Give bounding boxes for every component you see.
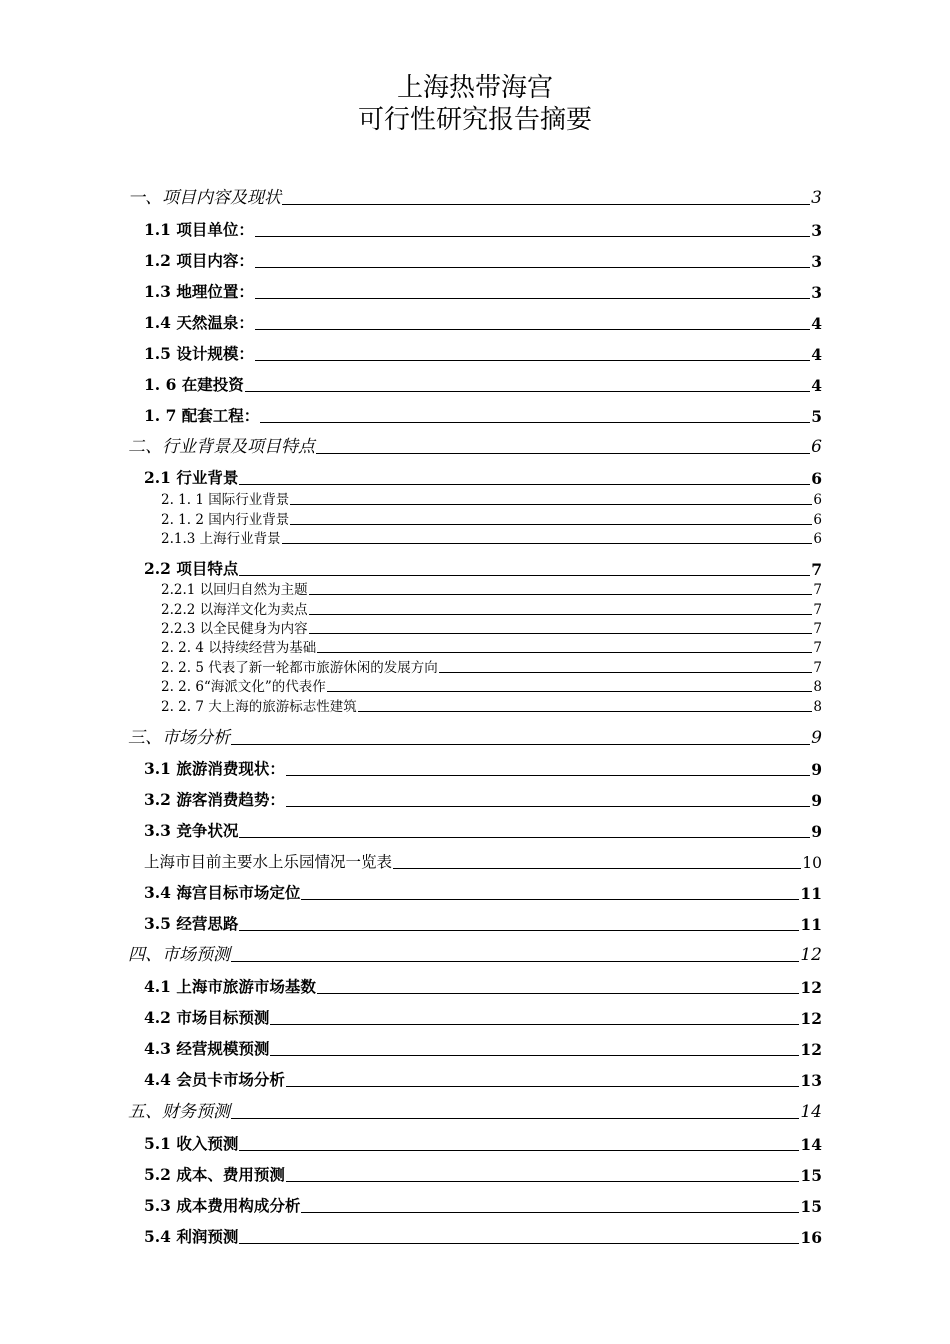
toc-entry[interactable] <box>161 677 822 695</box>
toc-page-number: 9 <box>811 760 822 779</box>
toc-leader-line <box>231 744 810 745</box>
toc-entry-label: 4.3 经营规模预测 <box>144 1039 270 1058</box>
toc-leader-line <box>231 1118 799 1119</box>
toc-entry-label: 1.1 项目单位： <box>144 220 254 239</box>
toc-page-number: 10 <box>802 854 822 872</box>
toc-leader-line <box>439 672 813 673</box>
toc-entry-label: 3.2 游客消费趋势： <box>144 790 285 809</box>
toc-leader-line <box>393 868 801 869</box>
toc-entry[interactable] <box>144 1163 822 1185</box>
toc-page-number: 8 <box>813 679 822 695</box>
toc-entry[interactable] <box>128 726 822 748</box>
toc-page-number: 6 <box>813 531 822 547</box>
toc-entry-label: 3.3 竞争状况 <box>144 821 239 840</box>
toc-entry[interactable] <box>144 373 822 395</box>
toc-entry[interactable] <box>144 311 822 333</box>
toc-entry-label: 三、市场分析 <box>128 728 230 748</box>
toc-page-number: 7 <box>813 660 822 676</box>
toc-page-number: 3 <box>811 283 822 302</box>
toc-leader-line <box>255 267 810 268</box>
toc-entry-label: 1.2 项目内容： <box>144 251 254 270</box>
toc-entry[interactable] <box>161 490 822 508</box>
document-title: 上海热带海宫 <box>396 73 553 103</box>
toc-entry[interactable] <box>161 529 822 547</box>
toc-entry[interactable] <box>144 342 822 364</box>
toc-leader-line <box>358 711 813 712</box>
toc-entry-label: 2. 2. 7 大上海的旅游标志性建筑 <box>161 699 357 715</box>
toc-leader-line <box>309 594 813 595</box>
toc-entry[interactable] <box>128 1100 822 1122</box>
document-subtitle: 可行性研究报告摘要 <box>357 105 592 135</box>
toc-entry[interactable] <box>144 466 822 488</box>
toc-leader-line <box>301 899 799 900</box>
toc-entry-label: 5.2 成本、费用预测 <box>144 1165 285 1184</box>
toc-page-number: 6 <box>811 469 822 488</box>
toc-leader-line <box>255 360 810 361</box>
toc-leader-line <box>270 1055 799 1056</box>
toc-entry-label: 2. 1. 2 国内行业背景 <box>161 512 290 528</box>
toc-leader-line <box>327 691 813 692</box>
toc-entry[interactable] <box>144 850 822 872</box>
toc-entry[interactable] <box>161 510 822 528</box>
toc-page-number: 7 <box>813 621 822 637</box>
toc-entry-label: 二、行业背景及项目特点 <box>128 437 315 457</box>
toc-entry-label: 2.2.1 以回归自然为主题 <box>161 582 308 598</box>
toc-entry[interactable] <box>144 1068 822 1090</box>
toc-leader-line <box>286 1181 800 1182</box>
toc-entry[interactable] <box>144 249 822 271</box>
toc-entry-label: 2. 2. 4 以持续经营为基础 <box>161 640 317 656</box>
toc-leader-line <box>255 298 810 299</box>
toc-entry[interactable] <box>144 1132 822 1154</box>
toc-entry[interactable] <box>144 788 822 810</box>
toc-page-number: 15 <box>800 1197 822 1216</box>
toc-leader-line <box>286 1086 800 1087</box>
toc-entry[interactable] <box>144 557 822 579</box>
toc-leader-line <box>290 524 812 525</box>
toc-entry-label: 四、市场预测 <box>128 945 230 965</box>
toc-leader-line <box>290 504 812 505</box>
toc-leader-line <box>309 633 813 634</box>
toc-entry-label: 1.4 天然温泉： <box>144 313 254 332</box>
toc-entry[interactable] <box>161 619 822 637</box>
toc-leader-line <box>231 961 799 962</box>
toc-entry-label: 4.1 上海市旅游市场基数 <box>144 977 316 996</box>
toc-entry-label: 5.3 成本费用构成分析 <box>144 1196 301 1215</box>
toc-page-number: 9 <box>811 728 822 748</box>
toc-leader-line <box>309 614 813 615</box>
toc-entry-label: 上海市目前主要水上乐园情况一览表 <box>144 853 393 871</box>
toc-entry[interactable] <box>161 638 822 656</box>
toc-page-number: 12 <box>800 945 822 965</box>
toc-entry-label: 4.2 市场目标预测 <box>144 1008 270 1027</box>
toc-page-number: 12 <box>800 1009 822 1028</box>
toc-entry[interactable] <box>128 943 822 965</box>
toc-entry-label: 3.1 旅游消费现状： <box>144 759 285 778</box>
toc-leader-line <box>286 775 810 776</box>
toc-leader-line <box>317 993 800 994</box>
toc-page-number: 9 <box>811 822 822 841</box>
toc-leader-line <box>239 484 810 485</box>
toc-entry[interactable] <box>144 757 822 779</box>
toc-leader-line <box>239 575 810 576</box>
toc-entry-label: 2.2 项目特点 <box>144 559 239 578</box>
toc-entry[interactable] <box>144 881 822 903</box>
toc-page-number: 7 <box>813 640 822 656</box>
toc-entry-label: 2.2.2 以海洋文化为卖点 <box>161 602 308 618</box>
toc-entry-label: 4.4 会员卡市场分析 <box>144 1070 285 1089</box>
toc-page-number: 4 <box>811 345 822 364</box>
toc-page-number: 15 <box>800 1166 822 1185</box>
toc-entry[interactable] <box>161 658 822 676</box>
toc-entry-label: 5.4 利润预测 <box>144 1227 239 1246</box>
toc-page-number: 6 <box>813 512 822 528</box>
toc-page-number: 7 <box>813 582 822 598</box>
toc-entry[interactable] <box>161 580 822 598</box>
toc-page-number: 7 <box>811 560 822 579</box>
toc-page-number: 11 <box>800 915 822 934</box>
toc-page-number: 16 <box>800 1228 822 1247</box>
toc-entry-label: 五、财务预测 <box>128 1102 230 1122</box>
toc-leader-line <box>270 1024 799 1025</box>
toc-entry[interactable] <box>161 697 822 715</box>
toc-entry[interactable] <box>144 1037 822 1059</box>
toc-page-number: 3 <box>811 252 822 271</box>
toc-leader-line <box>317 652 812 653</box>
toc-entry-label: 3.5 经营思路 <box>144 914 239 933</box>
toc-entry[interactable] <box>144 404 822 426</box>
toc-leader-line <box>245 391 810 392</box>
toc-leader-line <box>282 204 810 205</box>
toc-page-number: 3 <box>811 188 822 208</box>
toc-entry-label: 2.1 行业背景 <box>144 468 239 487</box>
toc-page-number: 13 <box>800 1071 822 1090</box>
toc-leader-line <box>316 453 810 454</box>
toc-entry[interactable] <box>128 186 822 208</box>
toc-entry-label: 1.3 地理位置： <box>144 282 254 301</box>
toc-page-number: 5 <box>811 407 822 426</box>
toc-entry[interactable] <box>144 1225 822 1247</box>
toc-entry[interactable] <box>161 600 822 618</box>
toc-leader-line <box>255 329 810 330</box>
toc-leader-line <box>286 806 810 807</box>
toc-page-number: 14 <box>800 1102 822 1122</box>
toc-entry[interactable] <box>144 218 822 240</box>
toc-entry-label: 2. 2. 5 代表了新一轮都市旅游休闲的发展方向 <box>161 660 438 676</box>
toc-entry[interactable] <box>144 819 822 841</box>
toc-entry[interactable] <box>144 912 822 934</box>
toc-leader-line <box>239 837 810 838</box>
toc-entry[interactable] <box>144 975 822 997</box>
toc-page-number: 9 <box>811 791 822 810</box>
toc-entry-label: 一、项目内容及现状 <box>128 188 281 208</box>
toc-entry[interactable] <box>144 280 822 302</box>
toc-leader-line <box>255 236 810 237</box>
toc-page-number: 11 <box>800 884 822 903</box>
toc-page-number: 4 <box>811 376 822 395</box>
toc-leader-line <box>301 1212 799 1213</box>
toc-page-number: 7 <box>813 602 822 618</box>
toc-page-number: 6 <box>811 437 822 457</box>
toc-entry[interactable] <box>144 1194 822 1216</box>
toc-leader-line <box>239 930 799 931</box>
toc-entry-label: 1. 7 配套工程： <box>144 406 260 425</box>
toc-page-number: 14 <box>800 1135 822 1154</box>
toc-entry-label: 1. 6 在建投资 <box>144 375 244 394</box>
toc-entry-label: 2. 2. 6“海派文化”的代表作 <box>161 679 326 695</box>
toc-entry-label: 2.1.3 上海行业背景 <box>161 531 281 547</box>
toc-leader-line <box>260 422 810 423</box>
toc-page-number: 12 <box>800 978 822 997</box>
toc-entry[interactable] <box>128 435 822 457</box>
toc-leader-line <box>239 1243 799 1244</box>
toc-entry-label: 2.2.3 以全民健身为内容 <box>161 621 308 637</box>
toc-entry-label: 2. 1. 1 国际行业背景 <box>161 492 290 508</box>
toc-leader-line <box>282 543 813 544</box>
toc-page-number: 6 <box>813 492 822 508</box>
toc-entry-label: 5.1 收入预测 <box>144 1134 239 1153</box>
toc-page-number: 3 <box>811 221 822 240</box>
toc-entry-label: 1.5 设计规模： <box>144 344 254 363</box>
toc-leader-line <box>239 1150 799 1151</box>
toc-page-number: 8 <box>813 699 822 715</box>
toc-entry[interactable] <box>144 1006 822 1028</box>
toc-entry-label: 3.4 海宫目标市场定位 <box>144 883 301 902</box>
toc-page-number: 4 <box>811 314 822 333</box>
toc-page-number: 12 <box>800 1040 822 1059</box>
